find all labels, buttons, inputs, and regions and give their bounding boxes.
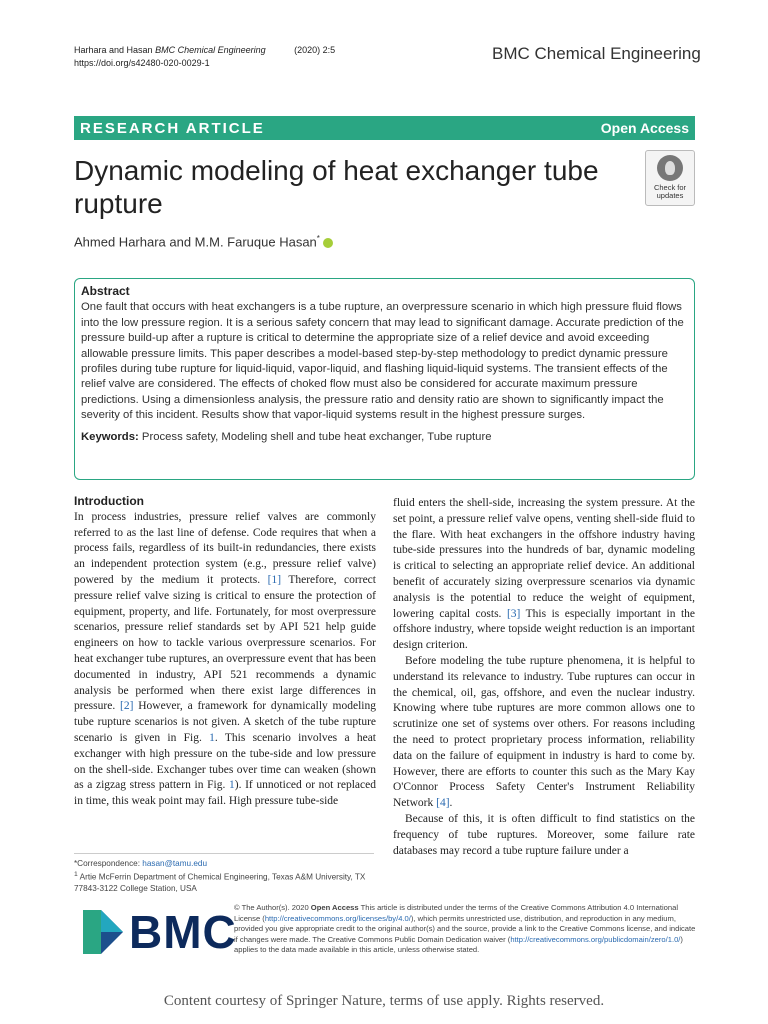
footnote bbox=[74, 858, 374, 894]
introduction-heading: Introduction bbox=[74, 494, 144, 508]
footnote-divider bbox=[74, 853, 374, 854]
bmc-logo bbox=[83, 905, 237, 959]
article-type-banner bbox=[74, 116, 695, 140]
correspondence-label: *Correspondence: bbox=[74, 859, 143, 868]
license-open-access: Open Access bbox=[310, 903, 359, 912]
authors-text: Ahmed Harhara and M.M. Faruque Hasan bbox=[74, 234, 317, 250]
license-link-cc-by[interactable]: http://creativecommons.org/licenses/by/4.0/ bbox=[264, 913, 411, 923]
citation-link[interactable]: [3] bbox=[506, 607, 521, 620]
figure-link[interactable]: 1 bbox=[228, 779, 235, 792]
header-doi[interactable]: https://doi.org/s42480-020-0029-1 bbox=[74, 58, 210, 68]
license-text-b: This article is distributed under the terms of the Creative Commons Attribution 4.0 International License ( bbox=[234, 903, 679, 923]
license-text-c: ), which permits unrestricted use, distribution, and reproduction in any medium, provided you give appropriate credit to the original author(s) and the source, provide a link to the Creative Commons license, and indicate if changes were made. The Creative Commons Public Domain Dedication waiver ( bbox=[234, 913, 696, 944]
right-column bbox=[393, 496, 695, 859]
intro-text-a: In process industries, pressure relief valves are commonly referred to as the last line of defense. Code requires that when a process fails, regardless of its built-in redundancies, there exists an independent protection system (e.g., pressure relief valve) powered by the medium it protects. bbox=[74, 510, 376, 586]
check-updates-line1: Check for bbox=[653, 183, 687, 192]
corresponding-mark: * bbox=[316, 234, 320, 243]
left-column bbox=[74, 494, 376, 810]
check-for-updates-badge[interactable] bbox=[645, 150, 695, 206]
license-text-a: © The Author(s). 2020 bbox=[234, 903, 311, 912]
journal-name: BMC Chemical Engineering bbox=[492, 44, 701, 63]
right-paragraph-3: Because of this, it is often difficult to find statistics on the frequency of tube ruptures. Moreover, some failure rate databases may record a tube rupture failure under a bbox=[393, 812, 695, 857]
abstract-box bbox=[74, 278, 695, 480]
figure-link[interactable]: 1 bbox=[209, 731, 215, 744]
license-statement bbox=[234, 903, 696, 956]
keywords-list: Process safety, Modeling shell and tube heat exchanger, Tube rupture bbox=[141, 430, 492, 443]
correspondence-email[interactable]: hasan@tamu.edu bbox=[142, 859, 208, 868]
intro-text-d: . This scenario involves a heat exchanger with high pressure on the tube-side and low pressure on the shell-side. Exchanger tubes over time can weaken (shown as a zigzag stress pattern in Fig. bbox=[74, 731, 376, 792]
abstract-heading: Abstract bbox=[81, 284, 130, 298]
right-text-a: fluid enters the shell-side, increasing the system pressure. At the set point, a pressure relief valve opens, venting shell-side fluid to the flare. With heat exchangers in the offshore industry having tube-side pressures into the hundreds of bar, dynamic modeling is critical to selecting an appropriate relief device. An additional benefit of accurately sizing overpressure scenarios via dynamic analysis is the potential to reduce the weight of equipment, lowering capital costs. bbox=[393, 497, 695, 620]
intro-paragraph bbox=[74, 510, 376, 810]
article-title: Dynamic modeling of heat exchanger tube rupture bbox=[74, 155, 599, 219]
right-text-b: This is especially important in the offshore industry, where topside weight reduction is an important design criterion. bbox=[393, 607, 696, 652]
running-header bbox=[74, 44, 335, 70]
right-paragraph-2 bbox=[393, 654, 695, 812]
citation-link[interactable]: [1] bbox=[267, 573, 282, 586]
keywords bbox=[81, 430, 688, 445]
keywords-label: Keywords: bbox=[81, 430, 139, 443]
header-year-volume: (2020) 2:5 bbox=[294, 45, 336, 55]
citation-link[interactable]: [4] bbox=[436, 797, 450, 810]
author-list bbox=[74, 234, 333, 249]
header-authors: Harhara and Hasan bbox=[74, 45, 153, 55]
check-updates-line2: updates bbox=[656, 191, 684, 200]
check-updates-icon bbox=[657, 155, 683, 181]
license-text-d: ) applies to the data made available in this article, unless otherwise stated. bbox=[234, 934, 683, 954]
intro-text-b: Therefore, correct pressure relief valve sizing is critical to ensure the protection of equipment, property, and life. Fortunately, for most overpressure scenarios, pressure relief standards set by API 521 help guide engineers on how to tackle various overpressure scenarios. For heat exchanger tube ruptures, an overpressure event that has been documented in industry, API 521 recommends a dynamic analysis be performed when there exist large differences in pressure. bbox=[74, 573, 376, 713]
orcid-icon[interactable] bbox=[323, 238, 333, 248]
header-journal: BMC Chemical Engineering bbox=[155, 45, 266, 55]
open-access-label: Open Access bbox=[600, 120, 689, 136]
license-link-cc0[interactable]: http://creativecommons.org/publicdomain/zero/1.0/ bbox=[510, 934, 681, 944]
affiliation-text: Artie McFerrin Department of Chemical Engineering, Texas A&M University, TX 77843-3122 College Station, USA bbox=[74, 872, 366, 893]
affiliation-mark: 1 bbox=[74, 871, 78, 878]
courtesy-notice: Content courtesy of Springer Nature, terms of use apply. Rights reserved. bbox=[163, 993, 605, 1009]
abstract-text: One fault that occurs with heat exchangers is a tube rupture, an overpressure scenario in which high pressure fluid flows into the low pressure region. It is a serious safety concern that may lead to significant damage. Accurate prediction of the pressure build-up after a rupture is critical to determine the appropriate size of a relief device and avoid exceeding allowable pressure limits. This paper describes a model-based step-by-step methodology to predict dynamic pressure profiles during tube rupture for liquid-liquid, vapor-liquid, and flashing liquid-liquid systems. The transient effects of the relief valve are considered. The effects of choked flow must also be considered for accurate maximum pressure predictions. Using a dimensionless analysis, the pressure ratio and density ratio are shown to significantly impact the severity of this incident. Results show that vapor-liquid systems result in the highest pressure surges. bbox=[81, 301, 684, 422]
bmc-logo-mark-icon bbox=[83, 910, 123, 954]
right-text-d: . bbox=[449, 797, 453, 810]
citation-link[interactable]: [2] bbox=[120, 700, 134, 713]
intro-text-c: However, a framework for dynamically modeling tube rupture scenarios is not given. A sketch of the tube rupture scenario is given in Fig. bbox=[74, 700, 376, 744]
right-text-c: Before modeling the tube rupture phenomena, it is helpful to understand its relevance to industry. Tube ruptures can occur in the chemical, oil, gas, offshore, and even the nuclear industry. Knowing where tube ruptures are more common allows one to scrutinize one set of systems over others. For reasons including the need to protect proprietary process information, reliability data on the failure of equipment in industry is hard to come by. However, there are efforts to counter this such as the Mary Kay O'Connor Process Safety Center's Instrument Reliability Network bbox=[393, 654, 695, 810]
bmc-logo-text: BMC bbox=[129, 906, 237, 958]
right-paragraph-1 bbox=[393, 496, 695, 654]
intro-text-e: ). If unnoticed or not replaced in time, this weak point may fail. High pressure tube-side bbox=[74, 779, 376, 808]
article-type-label: RESEARCH ARTICLE bbox=[80, 119, 265, 137]
